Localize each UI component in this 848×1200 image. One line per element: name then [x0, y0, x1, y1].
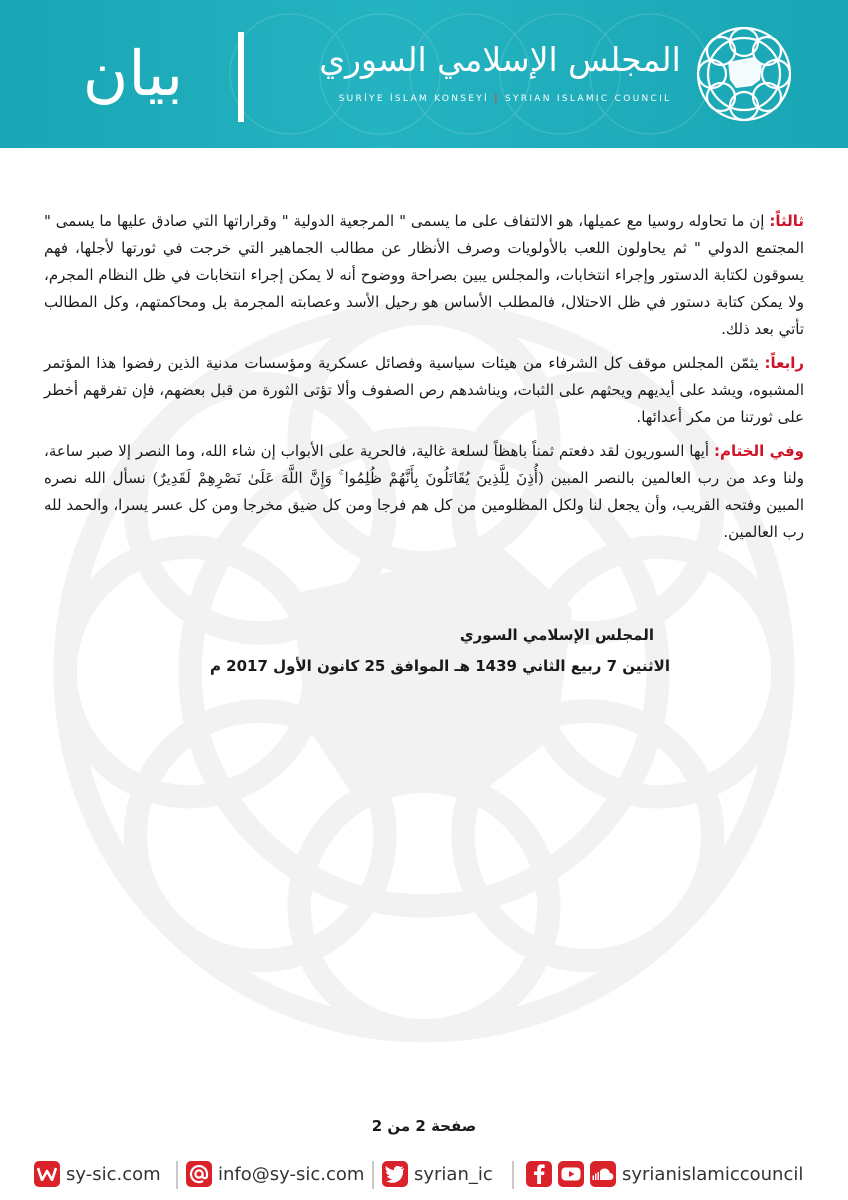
footer-email[interactable]	[186, 1159, 364, 1189]
signature-date: الاثنين 7 ربيع الثاني 1439 هـ الموافق 25 كانون الأول 2017 م	[209, 657, 670, 675]
youtube-icon[interactable]	[558, 1161, 584, 1187]
paragraph-lead: ثالثاً:	[769, 212, 804, 230]
council-name-latin	[325, 92, 685, 106]
paragraph-lead: رابعاً:	[764, 354, 804, 372]
paragraph-lead: وفي الختام:	[713, 442, 804, 460]
quran-verse: (أُذِنَ لِلَّذِينَ يُقَاتَلُونَ بِأَنَّهُمْ ظُلِمُوا ۚ وَإِنَّ اللَّهَ عَلَىٰ نَصْرِهِمْ لَقَدِيرٌ)	[152, 469, 544, 487]
council-name-arabic: المجلس الإسلامي السوري	[319, 40, 681, 79]
paragraph-text: أيها السوريون لقد دفعتم ثمناً باهظاً لسلعة غالية، فالحرية على الأبواب إن شاء الله، وما النصر إلا صبر ساعة، ولنا وعد من رب العالمين بالنصر المبين	[44, 442, 804, 487]
statement-badge: بيان	[82, 37, 184, 110]
website-link[interactable]: sy-sic.com	[66, 1163, 161, 1185]
paragraph-text-closing: نسأل الله نصره المبين وفتحه القريب، وأن يجعل لنا ولكل المظلومين من كل هم فرجا ومن كل ضيق مخرجا ومن كل عسر يسرا، والحمد لله رب العالمين.	[44, 469, 804, 541]
soundcloud-icon[interactable]	[590, 1161, 616, 1187]
footer-social[interactable]	[526, 1159, 803, 1189]
footer-twitter[interactable]	[382, 1159, 493, 1189]
twitter-handle[interactable]: syrian_ic	[414, 1163, 493, 1185]
header-divider	[238, 32, 244, 122]
paragraph-text: يثمّن المجلس موقف كل الشرفاء من هيئات سياسية وفصائل عسكرية ومؤسسات مدنية الذين رفضوا هذا المؤتمر المشبوه، ويشد على أيديهم ويحثهم على الثبات، ويناشدهم رص الصفوف وألا تؤتى الثورة من قبل بعضهم، فإن تفرقهم أخطر على ثورتنا من مكر أعدائها.	[44, 354, 804, 426]
statement-body	[44, 208, 804, 553]
social-handle[interactable]: syrianislamiccouncil	[622, 1163, 804, 1185]
page-footer	[0, 1152, 848, 1200]
council-name-separator: |	[494, 94, 500, 104]
footer-separator	[176, 1161, 178, 1189]
web-w-icon	[34, 1161, 60, 1187]
facebook-icon[interactable]	[526, 1161, 552, 1187]
paragraph-text: إن ما تحاوله روسيا مع عميلها، هو الالتفاف على ما يسمى " المرجعية الدولية " وقراراتها التي صادق عليها ما يسمى " المجتمع الدولي " ثم يحاولون اللعب بالأولويات وصرف الأنظار عن مطالب الجماهير التي خرجت في ثورتها لأجلها، فهم يسوقون لكتابة الدستور وإجراء انتخابات، والمجلس يبين بصراحة ووضوح أنه لا يمكن إجراء انتخابات في ظل النظام المجرم، ولا يمكن كتابة دستور في ظل الاحتلال، فالمطلب الأساس هو رحيل الأسد وعصابته المجرمة بل ومحاكمتهم، وكل المطالب تأتي بعد ذلك.	[44, 212, 804, 338]
email-link[interactable]: info@sy-sic.com	[218, 1163, 365, 1185]
paragraph-fourth	[44, 350, 804, 431]
at-sign-icon	[186, 1161, 212, 1187]
council-logo-icon	[694, 24, 794, 124]
twitter-bird-icon	[382, 1161, 408, 1187]
council-name-english: SYRIAN ISLAMIC COUNCIL	[504, 94, 672, 104]
paragraph-third	[44, 208, 804, 343]
signature-name: المجلس الإسلامي السوري	[459, 626, 654, 644]
footer-separator	[372, 1161, 374, 1189]
footer-separator	[512, 1161, 514, 1189]
paragraph-conclusion	[44, 438, 804, 546]
council-name-turkish: SURİYE İSLAM KONSEYİ	[338, 94, 490, 104]
footer-website[interactable]	[34, 1159, 161, 1189]
page-header	[0, 0, 848, 148]
page-number: صفحة 2 من 2	[371, 1117, 477, 1135]
